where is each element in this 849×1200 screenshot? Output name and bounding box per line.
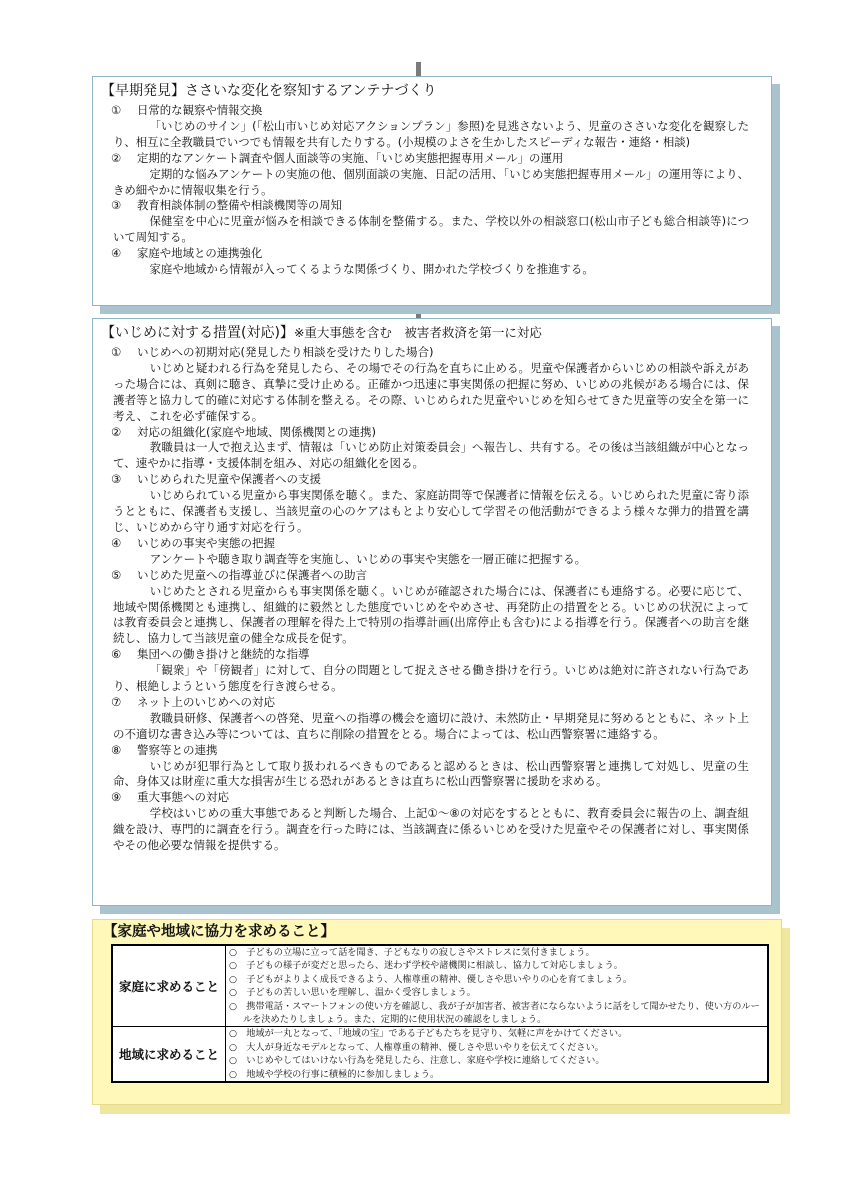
item-number: ⑥ <box>111 647 122 662</box>
home-request-line: ○ 携帯電話・スマートフォンの使い方を確認し、我が子が加害者、被害者にならないように話をして聞かせたり、使い方のルールを決めたりしましょう。また、定期的に使用状況の確認をしましょう。 <box>229 1000 760 1026</box>
community-request-line: ○ 地域が一丸となって、「地域の宝」である子どもたちを見守り、気軽に声をかけてください。 <box>229 1028 628 1040</box>
item-body: 保健室を中心に児童が悩みを相談できる体制を整備する。また、学校以外の相談窓口(松山市子ども総合相談等)について周知する。 <box>113 214 749 245</box>
community-request-line: ○ 大人が身近なモデルとなって、人権尊重の精神、優しさや思いやりを伝えてください。 <box>229 1041 604 1053</box>
item-body: いじめが犯罪行為として取り扱われるべきものであると認めるときは、松山西警察署と連携して対処し、児童の生命、身体又は財産に重大な損害が生じる恐れがあるときは直ちに松山西警察署に援助を求める。 <box>113 758 749 789</box>
early-detection-section <box>92 76 772 306</box>
item-heading: 集団への働き掛けと継続的な指導 <box>137 647 310 662</box>
response-item <box>111 743 749 791</box>
item-number: ③ <box>111 472 122 487</box>
response-measures-section <box>92 318 772 906</box>
response-measures-title-note: ※重大事態を含む 被害者救済を第一に対応 <box>293 325 542 340</box>
community-requests <box>226 1027 769 1082</box>
response-item <box>111 695 749 743</box>
response-item <box>111 472 749 536</box>
cooperation-section <box>92 919 782 1105</box>
item-heading: いじめられた児童や保護者への支援 <box>137 472 321 487</box>
item-heading: 定期的なアンケート調査や個人面談等の実施、「いじめ実態把握専用メール」の運用 <box>137 150 564 165</box>
early-detection-items <box>93 101 771 278</box>
item-number: ⑦ <box>111 694 122 709</box>
item-body: 教職員は一人で抱え込まず、情報は「いじめ防止対策委員会」へ報告し、共有する。その後は当該組織が中心となって、速やかに指導・支援体制を組み、対応の組織化を図る。 <box>113 440 749 471</box>
item-heading: いじめた児童への指導並びに保護者への助言 <box>137 567 367 582</box>
home-request-line: ○ 子どもの立場に立って話を聞き、子どもなりの寂しさやストレスに気付きましょう。 <box>229 947 595 958</box>
home-request-line: ○ 子どもの様子が変だと思ったら、迷わず学校や諸機関に相談し、協力して対応しましょう。 <box>229 960 623 972</box>
cooperation-title: 【家庭や地域に協力を求めること】 <box>103 924 335 940</box>
item-number: ① <box>111 345 122 359</box>
item-number: ⑧ <box>111 742 122 757</box>
item-heading: 家庭や地域との連携強化 <box>137 246 263 261</box>
community-request-line: ○ いじめやしてはいけない行為を発見したら、注意し、家庭や学校に連絡してください。 <box>229 1055 605 1067</box>
item-number: ③ <box>111 198 122 213</box>
response-item <box>111 790 749 854</box>
response-item <box>111 425 749 473</box>
item-heading: 重大事態への対応 <box>137 790 229 805</box>
item-body: いじめられている児童から事実関係を聴く。また、家庭訪問等で保護者に情報を伝える。いじめられた児童に寄り添うとともに、保護者も支援し、当該児童の心のケアはもとより安心して学習その他活動ができるよう様々な弾力的措置を講じ、いじめから守り通す対応を行う。 <box>113 488 749 534</box>
item-body: 「観衆」や「傍観者」に対して、自分の問題として捉えさせる働き掛けを行う。いじめは絶対に許されない行為であり、根絶しようという態度を行き渡らせる。 <box>113 663 749 694</box>
item-number: ① <box>111 103 122 117</box>
item-body: アンケートや聴き取り調査等を実施し、いじめの事実や実態を一層正確に把握する。 <box>149 551 587 566</box>
early-detection-item <box>111 103 749 151</box>
item-body: いじめと疑われる行為を発見したら、その場でその行為を直ちに止める。児童や保護者からいじめの相談や訴えがあった場合には、真剣に聴き、真摯に受け止める。正確かつ迅速に事実関係の把握に努め、いじめの兆候がある場合には、保護者等と協力して的確に対応する体制を整える。その際、いじめられた児童やいじめを知らせてきた児童等の安全を第一に考え、これを必ず確保する。 <box>113 360 749 423</box>
item-heading: 日常的な観察や情報交換 <box>137 103 263 117</box>
item-number: ④ <box>111 246 122 261</box>
community-row <box>112 1027 768 1082</box>
response-measures-title-main: 【いじめに対する措置(対応)】 <box>101 325 294 341</box>
response-item <box>111 345 749 425</box>
item-body: 「いじめのサイン」(「松山市いじめ対応アクションプラン」参照)を見逃さないよう、児童のささいな変化を観察したり、相互に全教職員でいつでも情報を共有したりする。(小規模のよさを生かしたスピーディな報告・連絡・相談) <box>113 118 749 149</box>
item-body: いじめたとされる児童からも事実関係を聴く。いじめが確認された場合には、保護者にも連絡する。必要に応じて、地域や関係機関とも連携し、組織的に毅然とした態度でいじめをやめさせ、再発防止の措置をとる。いじめの状況によっては教育委員会と連携し、保護者の理解を得た上で特別の指導計画(出席停止も含む)による指導を行う。保護者への助言を継続し、協力して当該児童の健全な成長を促す。 <box>113 583 749 646</box>
response-item <box>111 536 749 568</box>
home-row <box>112 945 768 1027</box>
response-measures-items <box>93 343 771 854</box>
item-number: ② <box>111 424 122 439</box>
item-body: 家庭や地域から情報が入ってくるような関係づくり、開かれた学校づくりを推進する。 <box>149 262 594 277</box>
item-heading: 対応の組織化(家庭や地域、関係機関との連携) <box>137 424 376 439</box>
community-label: 地域に求めること <box>112 1027 226 1082</box>
early-detection-title <box>93 77 771 101</box>
item-heading: いじめの事実や実態の把握 <box>137 535 275 550</box>
response-measures-title <box>93 319 771 343</box>
item-number: ⑤ <box>111 567 122 582</box>
home-request-line: ○ 子どもの苦しい思いを理解し、温かく受容しましょう。 <box>229 987 476 999</box>
response-item <box>111 568 749 648</box>
item-number: ② <box>111 150 122 165</box>
item-number: ④ <box>111 535 122 550</box>
early-detection-title-text: ささいな変化を察知するアンテナづくり <box>185 83 437 99</box>
item-body: 定期的な悩みアンケートの実施の他、個別面談の実施、日記の活用、「いじめ実態把握専用メール」の運用等により、きめ細やかに情報収集を行う。 <box>113 166 749 197</box>
home-request-line: ○ 子どもがよりよく成長できるよう、人権尊重の精神、優しさや思いやりの心を育てましょう。 <box>229 973 633 985</box>
item-number: ⑨ <box>111 790 122 805</box>
item-heading: 警察等との連携 <box>137 742 218 757</box>
community-request-line: ○ 地域や学校の行事に積極的に参加しましょう。 <box>229 1068 440 1080</box>
item-body: 教職員研修、保護者への啓発、児童への指導の機会を適切に設け、未然防止・早期発見に努めるとともに、ネット上の不適切な書き込み等については、直ちに削除の措置をとる。場合によっては、松山西警察署に連絡する。 <box>113 710 749 741</box>
early-detection-item <box>111 198 749 246</box>
response-item <box>111 647 749 695</box>
item-heading: 教育相談体制の整備や相談機関等の周知 <box>137 198 343 213</box>
early-detection-title-bracket: 【早期発見】 <box>101 83 185 99</box>
home-requests <box>226 945 769 1027</box>
home-label: 家庭に求めること <box>112 945 226 1027</box>
item-body: 学校はいじめの重大事態であると判断した場合、上記①〜⑧の対応をするとともに、教育委員会に報告の上、調査組織を設け、専門的に調査を行う。調査を行った時には、当該調査に係るいじめを受けた児童やその保護者に対し、事実関係やその他必要な情報を提供する。 <box>113 806 749 853</box>
early-detection-item <box>111 246 749 278</box>
item-heading: いじめへの初期対応(発見したり相談を受けたりした場合) <box>137 345 434 359</box>
early-detection-item <box>111 151 749 199</box>
cooperation-table <box>111 944 769 1083</box>
item-heading: ネット上のいじめへの対応 <box>137 694 275 709</box>
